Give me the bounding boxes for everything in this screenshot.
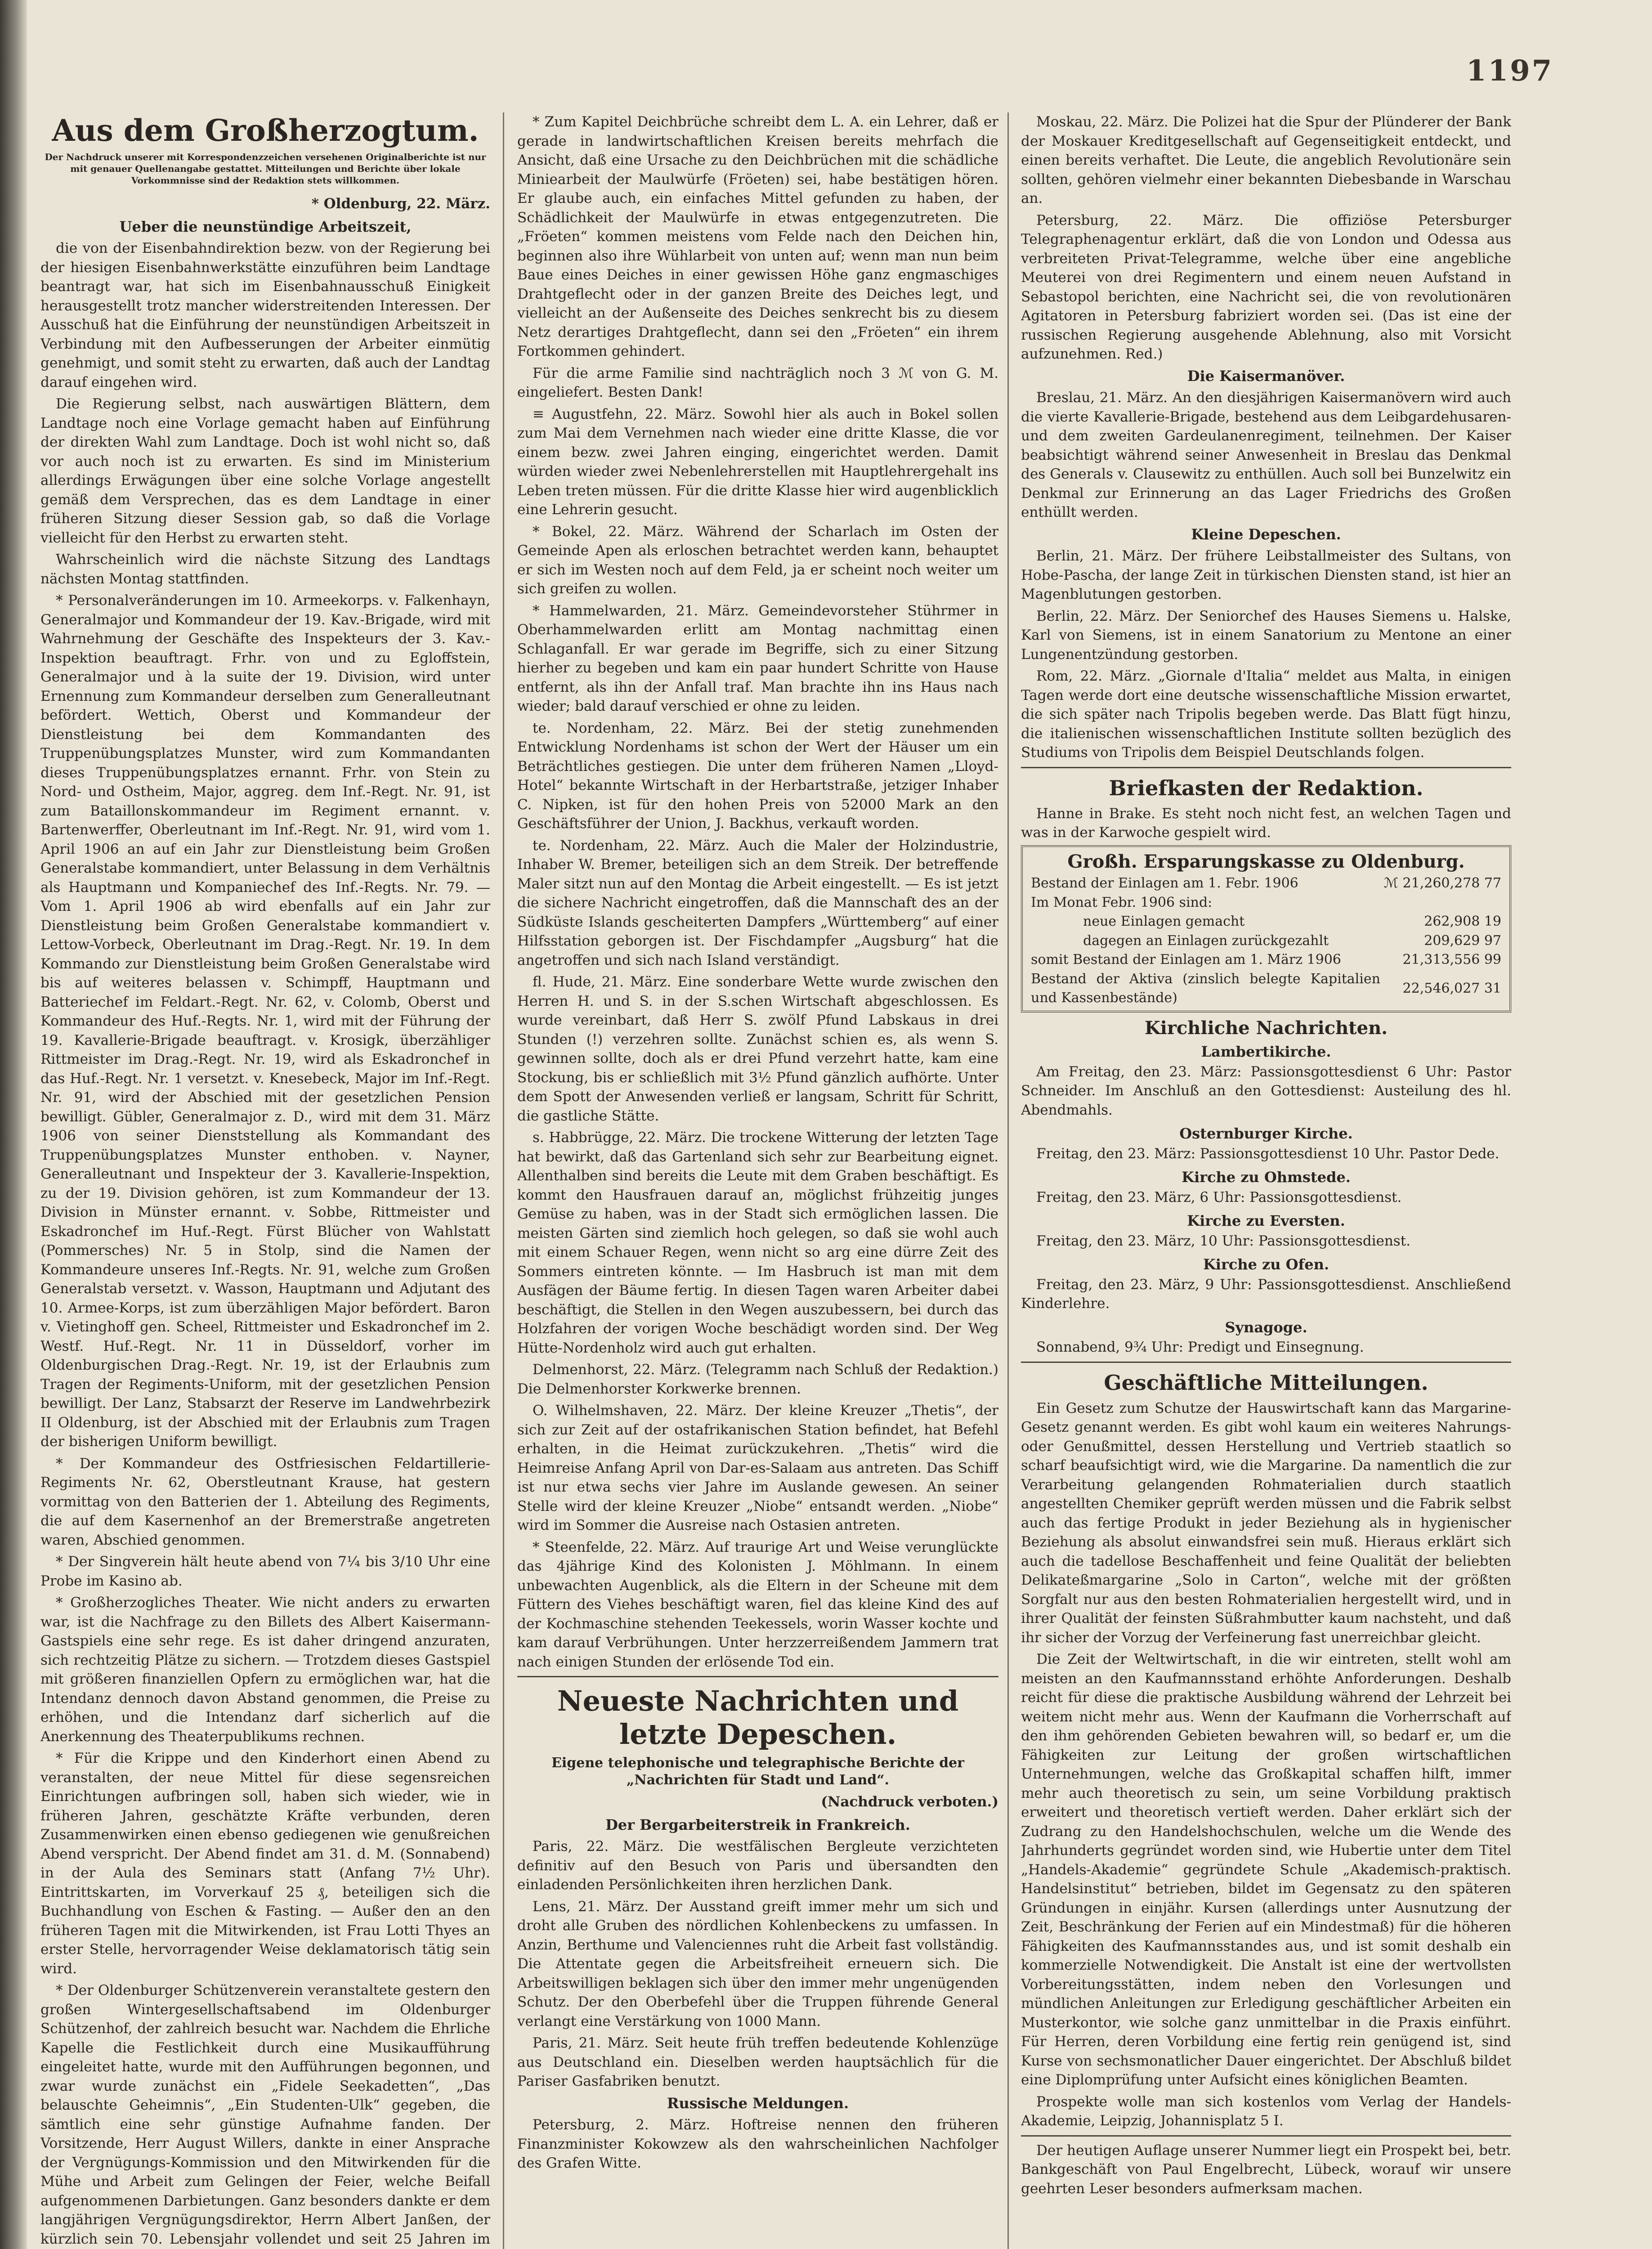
column-3 xyxy=(1021,112,1511,2249)
russian-news-heading: Russische Meldungen. xyxy=(667,2094,849,2112)
business-paragraph: Prospekte wolle man sich kostenlos vom Verlag der Handels-Akademie, Leipzig, Johannisplatz 5 I. xyxy=(1021,2093,1511,2129)
article-paragraph: die von der Eisenbahndirektion bezw. von der Regierung bei der hiesigen Eisenbahnwerkstätte einzuführen beim Landtage beantragt war, hat sich im Eisenbahnausschuß Einigkeit herausgestellt trotz mancher widerstreitenden Interessen. Der Ausschuß hat die Einführung der neunstündigen Arbeitszeit in Verbindung mit den Aufbesserungen der Arbeiter einmütig genehmigt, und somit steht zu erwarten, daß auch der Landtag darauf eingehen wird. xyxy=(40,240,490,390)
savings-bank-title: Großh. Ersparungskasse zu Oldenburg. xyxy=(1067,851,1465,872)
article-paragraph: * Der Singverein hält heute abend von 7¼ bis 3/10 Uhr eine Probe im Kasino ab. xyxy=(40,1554,490,1589)
article-paragraph: Für die arme Familie sind nachträglich noch 3 ℳ von G. M. eingeliefert. Besten Dank! xyxy=(517,365,998,400)
church-text: Freitag, den 23. März, 10 Uhr: Passionsgottesdienst. xyxy=(1036,1232,1411,1249)
section-divider xyxy=(1021,2135,1511,2137)
article-paragraph: Die Regierung selbst, nach auswärtigen Blättern, dem Landtage noch eine Vorlage gemacht haben auf Einführung der direkten Wahl zum Landtage. Doch ist wohl nicht so, daß vor auch noch ist zu erwarten. Es sind im Ministerium allerdings Erwägungen über eine solche Vorlage angestellt gemäß dem Versprechen, das es dem Landtage in einer früheren Sitzung dieser Session gab, so daß die Vorlage vielleicht für den Herbst zu erwarten steht. xyxy=(40,396,490,546)
news-paragraph: Breslau, 21. März. An den diesjährigen Kaisermanövern wird auch die vierte Kavallerie-Brigade, bestehend aus dem Leibgardehusaren- und dem zweiten Gardeulanenregiment, teilnehmen. Der Kaiser beabsichtigt während seiner Anwesenheit in Breslau das Denkmal des Generals v. Clausewitz zu enthüllen. Auch soll bei Bunzelwitz ein Denkmal zur Erinnerung an das Lager Friedrichs des Großen enthüllt werden. xyxy=(1021,390,1511,520)
article-paragraph: O. Wilhelmshaven, 22. März. Der kleine Kreuzer „Thetis“, der sich zur Zeit auf der ostafrikanischen Station befindet, hat Befehl erhalten, in die Heimat zurückzukehren. „Thetis“ wird die Heimreise Anfang April von Dar-es-Salaam aus antreten. Das Schiff ist nur etwa sechs vier Jahre im Auslande gewesen. An seiner Stelle wird der kleine Kreuzer „Niobe“ entsandt werden. „Niobe“ wird im Sommer die Ausreise nach Ostasien antreten. xyxy=(517,1402,998,1533)
section-divider xyxy=(517,1676,998,1677)
page-binding-edge xyxy=(0,0,27,2249)
column-rule-2 xyxy=(1007,112,1009,2249)
reprint-note: (Nachdruck verboten.) xyxy=(821,1794,998,1810)
news-heading: Neueste Nachrichten und letzte Depeschen. xyxy=(557,1685,959,1751)
letterbox-heading: Briefkasten der Redaktion. xyxy=(1109,775,1424,800)
news-paragraph: Lens, 21. März. Der Ausstand greift immer mehr um sich und droht alle Gruben des nördlichen Kohlenbeckens zu umfassen. In Anzin, Berthume und Valenciennes ruht die Arbeit fast vollständig. Die Attentate gegen die Arbeitsfreiheit erneuern sich. Die Arbeitswilligen beklagen sich über den immer mehr ungenügenden Schutz. Der den Oberbefehl über die Truppen führende General verlangt eine Verstärkung von 1000 Mann. xyxy=(517,1898,998,2029)
article-paragraph: Delmenhorst, 22. März. (Telegramm nach Schluß der Redaktion.) Die Delmenhorster Korkwerke brennen. xyxy=(517,1362,998,1397)
article-paragraph: * Hammelwarden, 21. März. Gemeindevorsteher Stührmer in Oberhammelwarden erlitt am Montag nachmittag einen Schlaganfall. Er war gerade im Begriffe, sich zu einer Sitzung hierher zu begeben und kam ein paar hundert Schritte von Hause entfernt, als ihn der Anfall traf. Man brachte ihn ins Haus nach wieder; bald darauf verschied er ohne zu leiden. xyxy=(517,602,998,714)
church-text: Sonnabend, 9¾ Uhr: Predigt und Einsegnung. xyxy=(1036,1339,1364,1355)
article-paragraph: s. Habbrügge, 22. März. Die trockene Witterung der letzten Tage hat bewirkt, daß das Gartenland sich sehr zur Bearbeitung eignet. Allenthalben sind bereits die Leute mit dem Graben beschäftigt. Es kommt den Hausfrauen darauf an, möglichst frühzeitig junges Gemüse zu haben, was in der Stadt sich ermöglichen lassen. Die meisten Gärten sind ziemlich hoch gelegen, so daß sie wohl auch mit einem Schauer Regen, wenn nicht so arg eine dürre Zeit des Sommers eintreten könnte. — Im Hasbruch ist man mit dem Ausfägen der Bäume fertig. In diesen Tagen waren Arbeiter dabei beschäftigt, die Stellen in den Wegen auszubessern, bei durch das Holzfahren der vorigen Woche beschädigt worden sind. Der Weg Hütte-Nordenholz wird auch gut erhalten. xyxy=(517,1129,998,1356)
table-row: neue Einlagen gemacht 262,908 19 xyxy=(1083,914,1501,929)
business-paragraph: Die Zeit der Weltwirtschaft, in die wir eintreten, stellt wohl am meisten an den Kaufmannsstand erhöhte Anforderungen. Deshalb reicht für diese die praktische Ausbildung während der Lehrzeit bei weitem nicht mehr aus. Wenn der Kaufmann die Vorherrschaft auf den ihm gehörenden Gebieten bewahren will, so bedarf er, um die Fähigkeiten zur Leitung der großen wirtschaftlichen Unternehmungen, welche das Großkapital schaffen hilft, immer mehr auch theoretisch zu sein, um seine Vorbildung praktisch erweitert und theoretisch vertieft werden. Daher erklärt sich der Zudrang zu den Handelshochschulen, welche um die Wende des Jahrhunderts gegründet worden sind, wie Hubertie unter dem Titel „Handels-Akademie“ gegründete Schule „Akademisch-praktisch. Handelsinstitut“ betrieben, bildet im Gegensatz zu den späteren Gründungen in einjähr. Kursen (allerdings unter Ausnutzung der Zeit, Beschränkung der Ferien auf ein Mindestmaß) für die höheren Fähigkeiten des Kaufmannsstandes aus, und ist somit deshalb ein kommerzielle Notwendigkeit. Die Anstalt ist eine der wertvollsten Vorbereitungsstätten, indem neben den Vorlesungen und mündlichen Anleitungen zur Erledigung geschäftlicher Arbeiten ein Musterkontor, wie solche ganz unmittelbar in die Praxis einführt. Für Herren, deren Vorbildung eine fertig rein genügend ist, sind Kurse von sechsmonatlicher Dauer eingerichtet. Der Abschluß bildet eine Diplomprüfung unter Aufsicht eines königlichen Beamten. xyxy=(1021,1651,1511,2088)
column-2 xyxy=(517,112,998,2249)
supplement-note: Der heutigen Auflage unserer Nummer liegt ein Prospekt bei, betr. Bankgeschäft von Paul Engelbrecht, Lübeck, worauf wir unsere geehrten Leser besonders aufmerksam machen. xyxy=(1021,2142,1511,2197)
article-paragraph: * Steenfelde, 22. März. Auf traurige Art und Weise verunglückte das 4jährige Kind des Kolonisten J. Möhlmann. In einem unbewachten Augenblick, als die Eltern in der Scheune mit dem Füttern des Viehes beschäftigt waren, fiel das kleine Kind des auf der Kochmaschine stehenden Teekessels, worin Wasser kochte und kam darauf Verbrühungen. Unter herzzerreißendem Jammern trat nach einigen Stunden der erlösende Tod ein. xyxy=(517,1539,998,1670)
table-row: Bestand der Einlagen am 1. Febr. 1906 ℳ 21,260,278 77 xyxy=(1031,875,1501,891)
section-heading: Ueber die neunstündige Arbeitszeit, xyxy=(119,218,412,235)
table-row: Im Monat Febr. 1906 sind: xyxy=(1031,894,1213,910)
article-paragraph: te. Nordenham, 22. März. Bei der stetig zunehmenden Entwicklung Nordenhams ist schon der Wert der Häuser um ein Beträchtliches gestiegen. Die unter dem früheren Namen „Lloyd-Hotel“ bekannte Wirtschaft in der Herbartstraße, jetziger Inhaber C. Nipken, ist für den hohen Preis von 52000 Mark an den Geschäftsführer der Union, J. Backhus, verkauft worden. xyxy=(517,720,998,832)
article-paragraph: * Bokel, 22. März. Während der Scharlach im Osten der Gemeinde Apen als erloschen betrachtet werden kann, behauptet er sich im Westen noch auf dem Feld, ja er scheint noch weiter um sich greifen zu wollen. xyxy=(517,523,998,597)
table-row: somit Bestand der Einlagen am 1. März 1906 21,313,556 99 xyxy=(1031,952,1501,968)
church-text: Freitag, den 23. März, 9 Uhr: Passionsgottesdienst. Anschließend Kinderlehre. xyxy=(1021,1276,1511,1312)
news-topic: Der Bergarbeiterstreik in Frankreich. xyxy=(605,1816,910,1833)
church-name: Synagoge. xyxy=(1225,1318,1307,1336)
kaiser-heading: Die Kaisermanöver. xyxy=(1187,367,1345,385)
section-divider xyxy=(1021,767,1511,768)
church-name: Lambertikirche. xyxy=(1201,1043,1331,1060)
news-paragraph: Paris, 22. März. Die westfälischen Bergleute verzichteten definitiv auf den Besuch von Paris und übersandten den einladenden Persönlichkeiten ihren herzlichen Dank. xyxy=(517,1838,998,1893)
business-paragraph: Ein Gesetz zum Schutze der Hauswirtschaft kann das Margarine-Gesetz genannt werden. Es gibt wohl kaum ein weiteres Nahrungs- oder Genußmittel, dessen Herstellung und Vertrieb staatlich so scharf beaufsichtigt wird, wie die Margarine. Da namentlich die zur Verarbeitung gelangenden Rohmaterialien durch staatlich angestellten Chemiker geprüft werden müssen und die Fabrik selbst auch das fertige Produkt in jeder Beziehung als in hygienischer Beziehung als absolut einwandsfrei sein muß. Hieraus erklärt sich auch die tadellose Beschaffenheit und feine Qualität der beliebten Delikateßmargarine „Solo in Carton“, welche mit der größten Sorgfalt nur aus den besten Rohmaterialien hergestellt wird, und in ihrer Qualität der feinsten Süßrahmbutter kaum nachsteht, und daß ihr sicher der Vorzug der Verfeinerung fast unerreichbar gleicht. xyxy=(1021,1400,1511,1646)
page-number: 1197 xyxy=(1466,54,1554,88)
church-text: Freitag, den 23. März, 6 Uhr: Passionsgottesdienst. xyxy=(1036,1189,1402,1205)
church-name: Kirche zu Ofen. xyxy=(1203,1256,1330,1273)
news-paragraph: Berlin, 22. März. Der Seniorchef des Hauses Siemens u. Halske, Karl von Siemens, ist in einem Sanatorium zu Mentone an einer Lungenentzündung gestorben. xyxy=(1021,608,1511,663)
business-heading: Geschäftliche Mitteilungen. xyxy=(1104,1370,1428,1395)
church-name: Osternburger Kirche. xyxy=(1179,1125,1353,1142)
letterbox-text: Hanne in Brake. Es steht noch nicht fest, an welchen Tagen und was in der Karwoche gespielt wird. xyxy=(1021,805,1511,841)
article-paragraph: ≡ Augustfehn, 22. März. Sowohl hier als auch in Bokel sollen zum Mai dem Vernehmen nach wieder eine dritte Klasse, die vor einem bezw. zwei Jahren einging, eingerichtet werden. Damit würden wieder zwei Nebenlehrerstellen mit Hauptlehrergehalt ins Leben treten müssen. Für die dritte Klasse hier wird augenblicklich eine Lehrerin gesucht. xyxy=(517,406,998,518)
section-divider xyxy=(1021,1362,1511,1363)
news-subheading: Eigene telephonische und telegraphische Berichte der „Nachrichten für Stadt und Land“. xyxy=(551,1755,964,1788)
article-paragraph: * Der Oldenburger Schützenverein veranstaltete gestern den großen Wintergesellschaftsabend im Oldenburger Schützenhof, der zahlreich besucht war. Nachdem die Ehrliche Kapelle die Festlichkeit durch eine Musikaufführung eingeleitet hatte, wurde mit den Aufführungen begonnen, und zwar wurde zunächst ein „Fidele Seekadetten“, „Das belauschte Geheimnis“, „Ein Studenten-Ulk“ gegeben, die sämtlich eine sehr günstige Aufnahme fanden. Der Vorsitzende, Herr August Willers, dankte in einer Ansprache der Vergnügungs-Kommission und den Mitwirkenden für die Mühe und Arbeit zum Gelingen der Feier, welche Beifall aufgenommenen Darbietungen. Ganz besonders dankte er dem langjährigen Vergnügungsdirektor, Herrn Albert Janßen, der kürzlich sein 70. Lebensjahr vollendet und seit 25 Jahren im xyxy=(40,1982,490,2247)
column-1 xyxy=(40,112,490,2249)
article-paragraph: Wahrscheinlich wird die nächste Sitzung des Landtags nächsten Montag stattfinden. xyxy=(40,551,490,587)
church-news-heading: Kirchliche Nachrichten. xyxy=(1144,1017,1388,1039)
article-paragraph: * Für die Krippe und den Kinderhort einen Abend zu veranstalten, der neue Mittel für diese segensreichen Einrichtungen aufbringen soll, haben sich wieder, wie in früheren Jahren, geschätzte Kräfte verbunden, deren Zusammenwirken einen ebenso gediegenen wie genußreichen Abend verspricht. Der Abend findet am 31. d. M. (Sonnabend) in der Aula des Seminars statt (Anfang 7½ Uhr). Eintrittskarten, im Vorverkauf 25 ₰, beteiligen sich die Buchhandlung von Eschen & Fasting. — Außer den an den früheren Tagen mit die Mitwirkenden, ist Frau Lotti Thyes an erster Stelle, hervorragender Weise deklamatorisch tätig sein wird. xyxy=(40,1750,490,1977)
news-paragraph: Petersburg, 22. März. Die offiziöse Petersburger Telegraphenagentur erklärt, daß die von London und Odessa aus verbreiteten Privat-Telegramme, welche über eine angebliche Meuterei von drei Regimentern und einem neuen Aufstand in Sebastopol berichten, eine Nachricht sei, die von revolutionären Agitatoren in Petersburg fabriziert worden sei. (Das ist eine der russischen Regierung ausgehende Ablehnung, also mit Vorsicht aufzunehmen. Red.) xyxy=(1021,212,1511,362)
news-paragraph: Petersburg, 2. März. Hoftreise nennen den früheren Finanzminister Kokowzew als den wahrscheinlichen Nachfolger des Grafen Witte. xyxy=(517,2117,998,2171)
church-text: Am Freitag, den 23. März: Passionsgottesdienst 6 Uhr: Pastor Schneider. Im Anschluß an den Gottesdienst: Austeilung des hl. Abendmahls. xyxy=(1021,1063,1511,1118)
table-row: dagegen an Einlagen zurückgezahlt 209,629 97 xyxy=(1083,932,1501,949)
news-paragraph: Rom, 22. März. „Giornale d'Italia“ meldet aus Malta, in einigen Tagen werde dort eine deutsche wissenschaftliche Mission erwartet, die sich später nach Tripolis begeben werde. Das Blatt fügt hinzu, die italienischen wissenschaftlichen Institute sollten bezüglich des Studiums von Tripolis dem Beispiel Deutschlands folgen. xyxy=(1021,668,1511,761)
article-paragraph: * Großherzogliches Theater. Wie nicht anders zu erwarten war, ist die Nachfrage zu den Billets des Albert Kaisermann-Gastspiels eine sehr rege. Es ist daher dringend anzuraten, sich rechtzeitig Plätze zu sichern. — Trotzdem dieses Gastspiel mit größeren finanziellen Opfern zu ermöglichen war, hat die Intendanz dennoch davon Abstand genommen, die Preise zu erhöhen, und die Intendanz darf sicherlich auf die Anerkennung des Theaterpublikums rechnen. xyxy=(40,1595,490,1745)
small-dispatches-heading: Kleine Depeschen. xyxy=(1191,525,1341,543)
article-paragraph: * Zum Kapitel Deichbrüche schreibt dem L. A. ein Lehrer, daß er gerade in landwirtschaftlichen Kreisen bereits mehrfach die Ansicht, daß eine Ursache zu den Deichbrüchen mit die schädliche Miniearbeit der Maulwürfe (Fröeten) sei, habe bestätigen hören. Er glaube auch, ein einfaches Mittel gefunden zu haben, der Schädlichkeit der Maulwürfe in etwas entgegenzutreten. Die „Fröeten“ kommen meistens vom Felde nach den Deichen hin, beginnen also ihre Wühlarbeit von unten auf; wenn man nun beim Baue eines Deiches in einer gewissen Höhe ganz engmaschiges Drahtgeflecht oder in der ganzen Breite des Deiches legt, und vielleicht an der Außenseite des Deiches senkrecht bis zu diesem Netz derartiges Drahtgeflecht, dann sei den „Fröeten“ ein ihrem Fortkommen gehindert. xyxy=(517,114,998,359)
masthead-subtitle: Der Nachdruck unserer mit Korrespondenzzeichen versehenen Originalberichte ist nur mit genauer Quellenangabe gestattet. Mitteilungen und Berichte über lokale Vorkommnisse sind der Redaktion stets willkommen. xyxy=(45,152,486,186)
savings-table xyxy=(1029,874,1503,1008)
dateline: * Oldenburg, 22. März. xyxy=(311,196,490,212)
church-name: Kirche zu Ohmstede. xyxy=(1182,1169,1351,1186)
article-paragraph: * Der Kommandeur des Ostfriesischen Feldartillerie-Regiments Nr. 62, Oberstleutnant Krause, hat gestern vormittag von den Batterien der 1. Abteilung des Regiments, die auf dem Kasernenhof an der Bremerstraße angetreten waren, Abschied genommen. xyxy=(40,1455,490,1548)
church-text: Freitag, den 23. März: Passionsgottesdienst 10 Uhr. Pastor Dede. xyxy=(1036,1145,1500,1162)
news-paragraph: Moskau, 22. März. Die Polizei hat die Spur der Plünderer der Bank der Moskauer Kreditgesellschaft auf Gegenseitigkeit entdeckt, und einen bereits verhaftet. Die Leute, die angeblich Revolutionäre sein sollten, gehören vielmehr einer bekannten Diebesbande in Warschau an. xyxy=(1021,114,1511,206)
news-paragraph: Berlin, 21. März. Der frühere Leibstallmeister des Sultans, von Hobe-Pascha, der lange Zeit in türkischen Diensten stand, ist hier an Magenblutungen gestorben. xyxy=(1021,548,1511,602)
column-rule-1 xyxy=(503,112,504,2249)
church-name: Kirche zu Eversten. xyxy=(1187,1212,1345,1229)
savings-bank-box xyxy=(1021,845,1511,1012)
article-paragraph: fl. Hude, 21. März. Eine sonderbare Wette wurde zwischen den Herren H. und S. in der S.schen Wirtschaft abgeschlossen. Es wurde vereinbart, daß Herr S. zwölf Pfund Labskaus in drei Stunden (!) verzehren sollte. Zunächst schien es, als wenn S. gewinnen sollte, doch als er drei Pfund verzehrt hatte, kam eine Stockung, bis er schließlich mit 3½ Pfund gänzlich aufhörte. Unter dem Spott der Anwesenden verließ er langsam, Schritt für Schritt, die gastliche Stätte. xyxy=(517,974,998,1124)
masthead: Aus dem Großherzogtum. xyxy=(52,113,479,148)
news-paragraph: Paris, 21. März. Seit heute früh treffen bedeutende Kohlenzüge aus Deutschland ein. Dieselben werden hauptsächlich für die Pariser Gasfabriken benutzt. xyxy=(517,2035,998,2089)
article-paragraph: te. Nordenham, 22. März. Auch die Maler der Holzindustrie, Inhaber W. Bremer, beteiligen sich an dem Streik. Der betreffende Maler sitzt nun auf den Montag die Arbeit eingestellt. — Es ist jetzt die sichere Nachricht eingetroffen, daß die Mannschaft des an der Südküste Islands gescheiterten Dampfers „Württemberg“ auf einer Hilfsstation geborgen ist. Der Fischdampfer „Augsburg“ hat die angetroffen und sich nach Island verständigt. xyxy=(517,837,998,968)
article-paragraph: * Personalveränderungen im 10. Armeekorps. v. Falkenhayn, Generalmajor und Kommandeur der 19. Kav.-Brigade, wird mit Wahrnehmung der Geschäfte des Inspekteurs der 3. Kav.-Inspektion beauftragt. Frhr. von und zu Egloffstein, Generalmajor und à la suite der 19. Division, wird unter Ernennung zum Kommandeur derselben zum Generalleutnant befördert. Wettich, Oberst und Kommandeur der Dienstleistung bei dem Kommandanten des Truppenübungsplatzes Munster, wird zum Kommandanten dieses Truppenübungsplatzes ernannt. Frhr. von Stein zu Nord- und Ostheim, Major, aggreg. dem Inf.-Regt. Nr. 91, ist zum Bataillonskommandeur im Regiment ernannt. v. Bartenwerffer, Oberleutnant im Inf.-Regt. Nr. 91, wird vom 1. April 1906 an auf ein Jahr zur Dienstleistung beim Großen Generalstabe kommandiert, unter Belassung in dem Verhältnis als Hauptmann und Kompaniechef des Inf.-Regts. Nr. 79. — Vom 1. April 1906 ab wird ebenfalls auf ein Jahr zur Dienstleistung beim Großen Generalstabe kommandiert v. Lettow-Vorbeck, Oberleutnant im Drag.-Regt. Nr. 19. In dem Kommando zur Dienstleistung beim Großen Generalstabe wird bis auf weiteres belassen v. Schimpff, Hauptmann und Batteriechef im Feldart.-Regt. Nr. 62, v. Colomb, Oberst und Kommandeur des Huf.-Regts. Nr. 1, wird mit der Führung der 19. Kavallerie-Brigade beauftragt. v. Krosigk, überzähliger Rittmeister im Drag.-Regt. Nr. 19, wird als Eskadronchef in das Huf.-Regt. Nr. 1 versetzt. v. Knesebeck, Major im Inf.-Regt. Nr. 91, wird der Abschied mit der gesetzlichen Pension bewilligt. Gübler, Generalmajor z. D., wird mit dem 31. März 1906 von seiner Dienststellung als Kommandant des Truppenübungsplatzes Munster enthoben. v. Nayner, Generalleutnant und Inspekteur der 3. Kavallerie-Inspektion, zu der 19. Division gehören, ist zum Kommandeur der 13. Division in Münster ernannt. v. Sobbe, Rittmeister und Eskadronchef im Huf.-Regt. Fürst Blücher von Wahlstatt (Pommersches) Nr. 5 in Stolp, sind die Namen der Kommandeure unseres Inf.-Regts. Nr. 91, welche zum Großen Generalstab versetzt. v. Wasson, Hauptmann und Adjutant des 10. Armee-Korps, ist zum überzähligen Major befördert. Baron v. Vietinghoff gen. Scheel, Rittmeister und Eskadronchef im 2. Westf. Huf.-Regt. Nr. 11 in Düsseldorf, vorher im Oldenburgischen Drag.-Regt. Nr. 19, ist der Erlaubnis zum Tragen der Regiments-Uniform, mit der gesetzlichen Pension bewilligt. Der Lanz, Stabsarzt der Reserve im Landwehrbezirk II Oldenburg, ist der Abschied mit der Erlaubnis zum Tragen der bisherigen Uniform bewilligt. xyxy=(40,592,490,1450)
table-row: Bestand der Aktiva (zinslich belegte Kapitalien und Kassenbestände) 22,546,027 31 xyxy=(1031,971,1501,1006)
